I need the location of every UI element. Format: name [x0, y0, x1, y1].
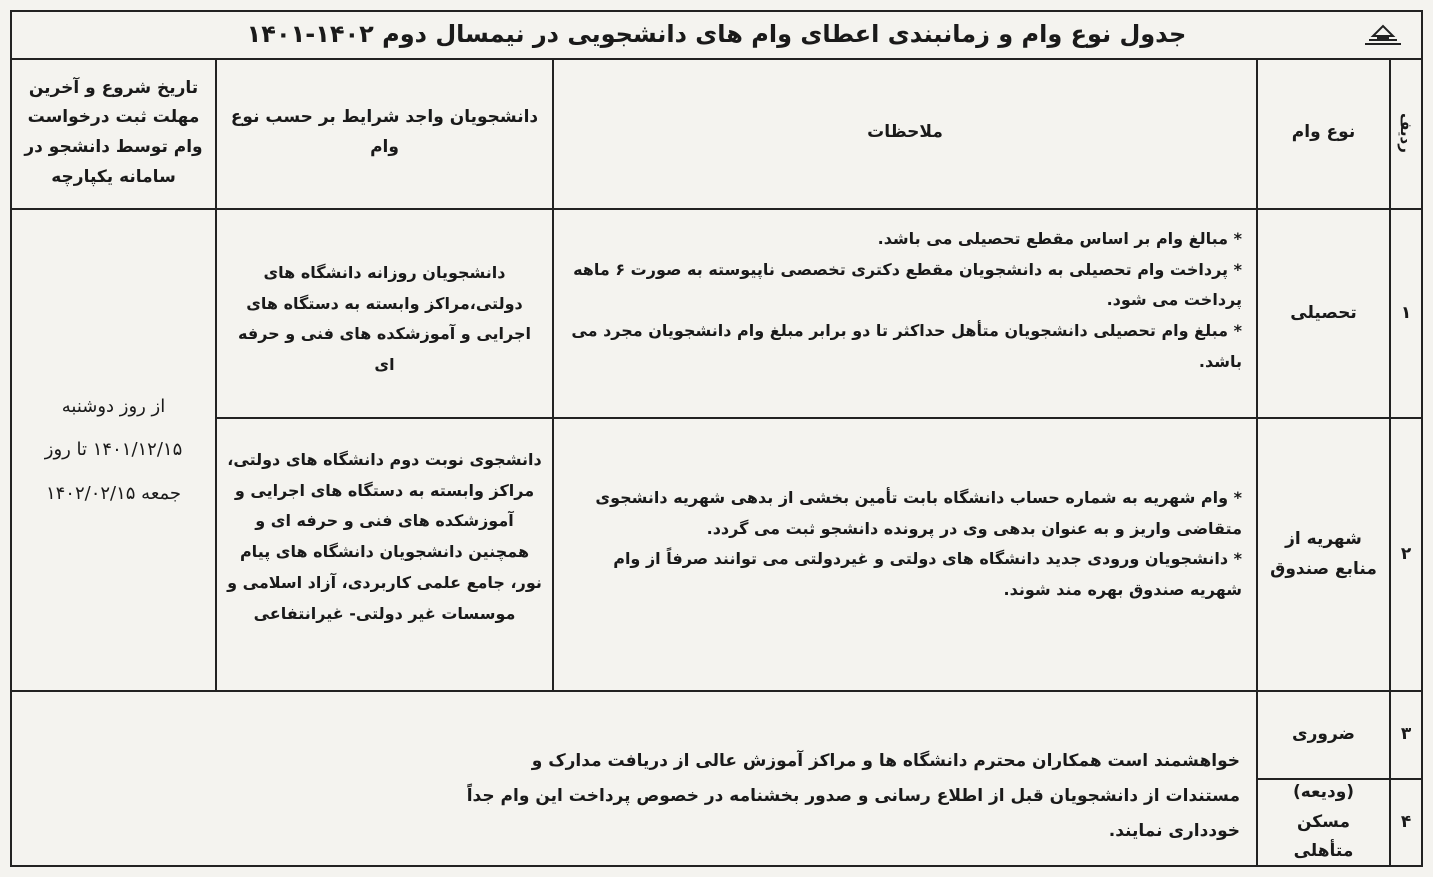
row-1-note: * مبالغ وام بر اساس مقطع تحصیلی می باشد.: [566, 224, 1242, 255]
row-1-eligible-students: دانشجویان روزانه دانشگاه های دولتی،مراکز وابسته به دستگاه های اجرایی و آموزشکده های فنی و حرفه ای: [238, 263, 531, 375]
row-2-notes: [554, 483, 1256, 606]
row-2-eligible-students: دانشجوی نوبت دوم دانشگاه های دولتی، مراکز وابسته به دستگاه های اجرایی و آموزشکده های فنی و حرفه ای و همچنین دانشجویان دانشگاه های پیام نور، جامع علمی کاربردی، آزاد اسلامی و موسسات غیر دولتی- غیرانتفاعی: [227, 450, 542, 623]
row-1-notes: [554, 224, 1256, 378]
row-1-note: * مبلغ وام تحصیلی دانشجویان متأهل حداکثر تا دو برابر مبلغ وام دانشجویان مجرد می باشد.: [566, 316, 1242, 377]
row-1-number: ۱: [1400, 302, 1412, 323]
deadline-cell: [12, 210, 215, 690]
row-2-loan-type: شهریه از منابع صندوق: [1270, 528, 1377, 579]
deadline-end-date: جمعه ۱۴۰۲/۰۲/۱۵: [45, 482, 182, 504]
header-notes: ملاحظات: [867, 122, 943, 143]
title-row: [12, 12, 1421, 60]
table-grid: [12, 58, 1421, 865]
row-2-note: * دانشجویان ورودی جدید دانشگاه های دولتی و غیردولتی می توانند صرفاً از وام شهریه صندوق بهره مند شوند.: [566, 544, 1242, 605]
header-eligible-students: دانشجویان واجد شرایط بر حسب نوع وام: [230, 107, 539, 157]
row-1-loan-type: تحصیلی: [1290, 302, 1357, 323]
row-2-note: * وام شهریه به شماره حساب دانشگاه بابت تأمین بخشی از بدهی شهریه دانشجوی متقاضی واریز و به عنوان بدهی وی در پرونده دانشجو ثبت می گردد.: [566, 483, 1242, 544]
deadline-start-date: ۱۴۰۱/۱۲/۱۵ تا روز: [44, 439, 183, 461]
loan-table: [10, 10, 1423, 867]
header-deadline: تاریخ شروع و آخرین مهلت ثبت درخواست وام توسط دانشجو در سامانه یکپارچه: [24, 77, 203, 187]
row-1-note: * پرداخت وام تحصیلی به دانشجویان مقطع دکتری تخصصی ناپیوسته به صورت ۶ ماهه پرداخت می شود.: [566, 255, 1242, 316]
row-3-number: ۳: [1400, 724, 1412, 745]
row-4-loan-type: (ودیعه) مسکن متأهلی: [1292, 781, 1355, 862]
table-title: جدول نوع وام و زمانبندی اعطای وام های دانشجویی در نیمسال دوم ۱۴۰۲-۱۴۰۱: [246, 20, 1187, 48]
row-2-number: ۲: [1400, 543, 1412, 564]
header-loan-type: نوع وام: [1291, 122, 1356, 143]
deadline-start-day: از روز دوشنبه: [61, 396, 166, 418]
header-row-number: ردیف: [1397, 113, 1416, 153]
footer-note: خواهشمند است همکاران محترم دانشگاه ها و مراکز آموزش عالی از دریافت مدارک و مستندات از دانشجویان قبل از اطلاع رسانی و صدور بخشنامه در خصوص پرداخت این وام جداً خودداری نمایند.: [466, 751, 1240, 841]
ministry-logo-icon: [1361, 22, 1405, 48]
row-3-loan-type: ضروری: [1292, 724, 1355, 745]
row-4-number: ۴: [1400, 811, 1412, 832]
